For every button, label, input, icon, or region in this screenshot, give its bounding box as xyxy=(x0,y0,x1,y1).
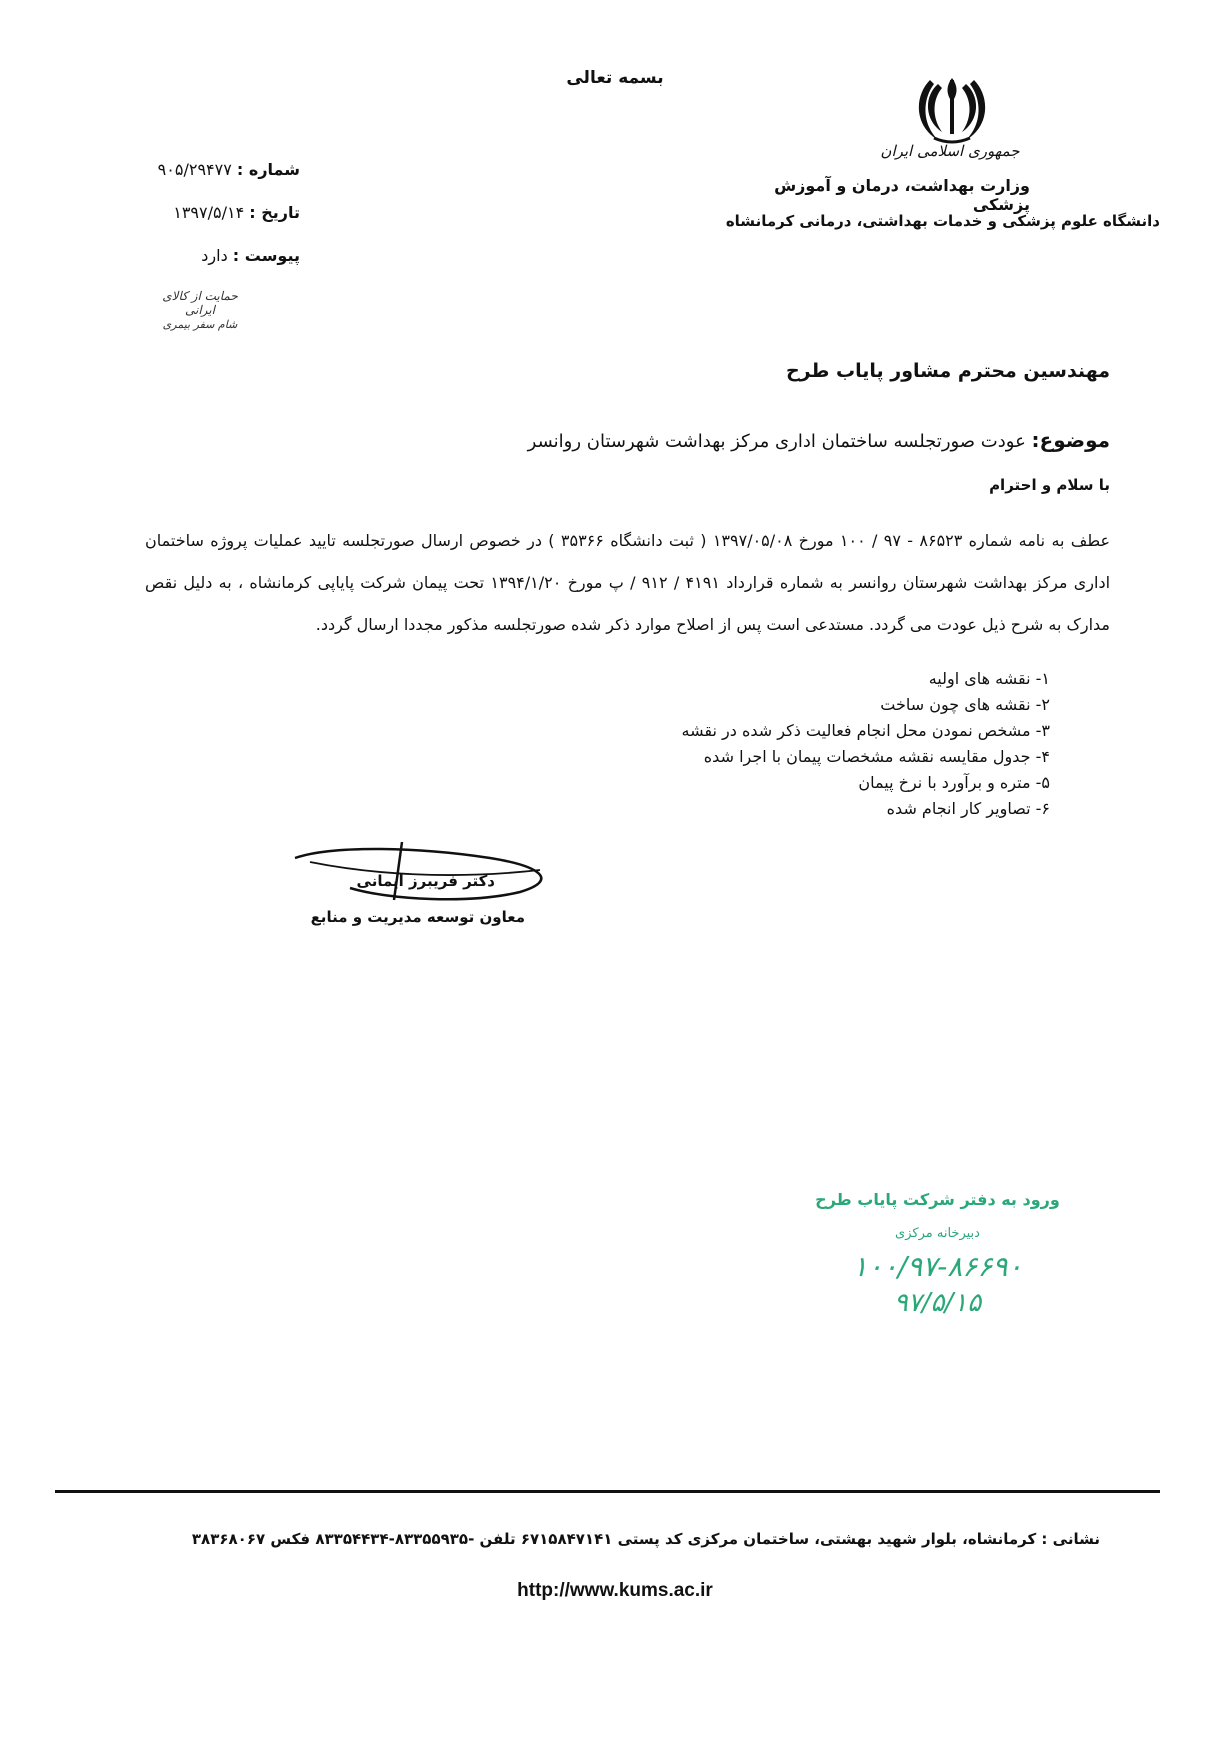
list-item: ۵- متره و برآورد با نرخ پیمان xyxy=(858,773,1050,792)
subject-text: عودت صورتجلسه ساختمان اداری مرکز بهداشت شهرستان روانسر xyxy=(527,431,1026,452)
letter-attachment xyxy=(100,246,300,265)
letter-number-value: ۹۰۵/۲۹۴۷۷ xyxy=(157,160,232,179)
stamp-line-1: ورود به دفتر شرکت پایاب طرح xyxy=(815,1190,1060,1209)
recipient: مهندسین محترم مشاور پایاب طرح xyxy=(785,360,1110,382)
footer-divider xyxy=(55,1490,1160,1493)
subject-line xyxy=(500,428,1110,452)
stamp-number: ۱۰۰/۹۷-۸۶۶۹۰ xyxy=(852,1250,1023,1283)
list-item: ۱- نقشه های اولیه xyxy=(928,669,1050,688)
list-item: ۴- جدول مقایسه نقشه مشخصات پیمان با اجرا شده xyxy=(703,747,1050,766)
greeting: با سلام و احترام xyxy=(989,476,1110,494)
handwritten-note-2: شام سفر بیمری xyxy=(162,318,238,331)
deficiency-list xyxy=(560,666,1050,822)
signer-name: دکتر فریبرز ایمانی xyxy=(356,872,495,890)
letter-date xyxy=(100,203,300,222)
stamp-date: ۹۷/۵/۱۵ xyxy=(893,1288,982,1318)
letter-number-label: شماره : xyxy=(236,160,300,179)
letter-number xyxy=(100,160,300,179)
letter-date-value: ۱۳۹۷/۵/۱۴ xyxy=(173,203,245,222)
letter-date-label: تاریخ : xyxy=(249,203,300,222)
received-stamp xyxy=(800,1180,1075,1332)
footer-address: نشانی : کرمانشاه، بلوار شهید بهشتی، ساختمان مرکزی کد پستی ۶۷۱۵۸۴۷۱۴۱ تلفن -۸۳۳۵۵۹۳۵-۸۳۳۵۴۴۳۴ فکس ۳۸۳۶۸۰۶۷ xyxy=(191,1530,1100,1548)
footer-website-link[interactable]: http://www.kums.ac.ir xyxy=(517,1580,713,1601)
basmala: بسمه تعالی xyxy=(566,68,664,88)
letter-attachment-label: پیوست : xyxy=(232,246,300,265)
list-item: ۶- تصاویر کار انجام شده xyxy=(886,799,1050,818)
letter-attachment-value: دارد xyxy=(201,246,228,265)
list-item: ۲- نقشه های چون ساخت xyxy=(880,695,1050,714)
university-name: دانشگاه علوم پزشکی و خدمات بهداشتی، درمانی کرمانشاه xyxy=(725,212,1160,230)
ministry-name: وزارت بهداشت، درمان و آموزش پزشکی xyxy=(774,176,1030,214)
subject-label: موضوع: xyxy=(1031,428,1110,452)
handwritten-note-1: حمایت از کالای ایرانی xyxy=(162,289,238,317)
country-name: جمهوری اسلامی ایران xyxy=(880,142,1020,160)
stamp-line-2: دبیرخانه مرکزی xyxy=(895,1226,980,1241)
list-item: ۳- مشخص نمودن محل انجام فعالیت ذکر شده در نقشه xyxy=(681,721,1050,740)
iran-emblem-icon xyxy=(912,72,992,150)
signer-title: معاون توسعه مدیریت و منابع xyxy=(310,908,525,926)
letter-body: عطف به نامه شماره ۸۶۵۲۳ - ۹۷ / ۱۰۰ مورخ ۱۳۹۷/۰۵/۰۸ ( ثبت دانشگاه ۳۵۳۶۶ ) در خصوص ارسال صورتجلسه تایید عملیات پروژه ساختمان اداری مرکز بهداشت شهرستان روانسر به شماره قرارداد ۴۱۹۱ / ۹۱۲ / پ مورخ ۱۳۹۴/۱/۲۰ تحت پیمان شرکت پایاپی کرمانشاه ، به دلیل نقص مدارک به شرح ذیل عودت می گردد. مستدعی است پس از اصلاح موارد ذکر شده صورتجلسه مذکور مجددا ارسال گردد. xyxy=(145,531,1111,634)
